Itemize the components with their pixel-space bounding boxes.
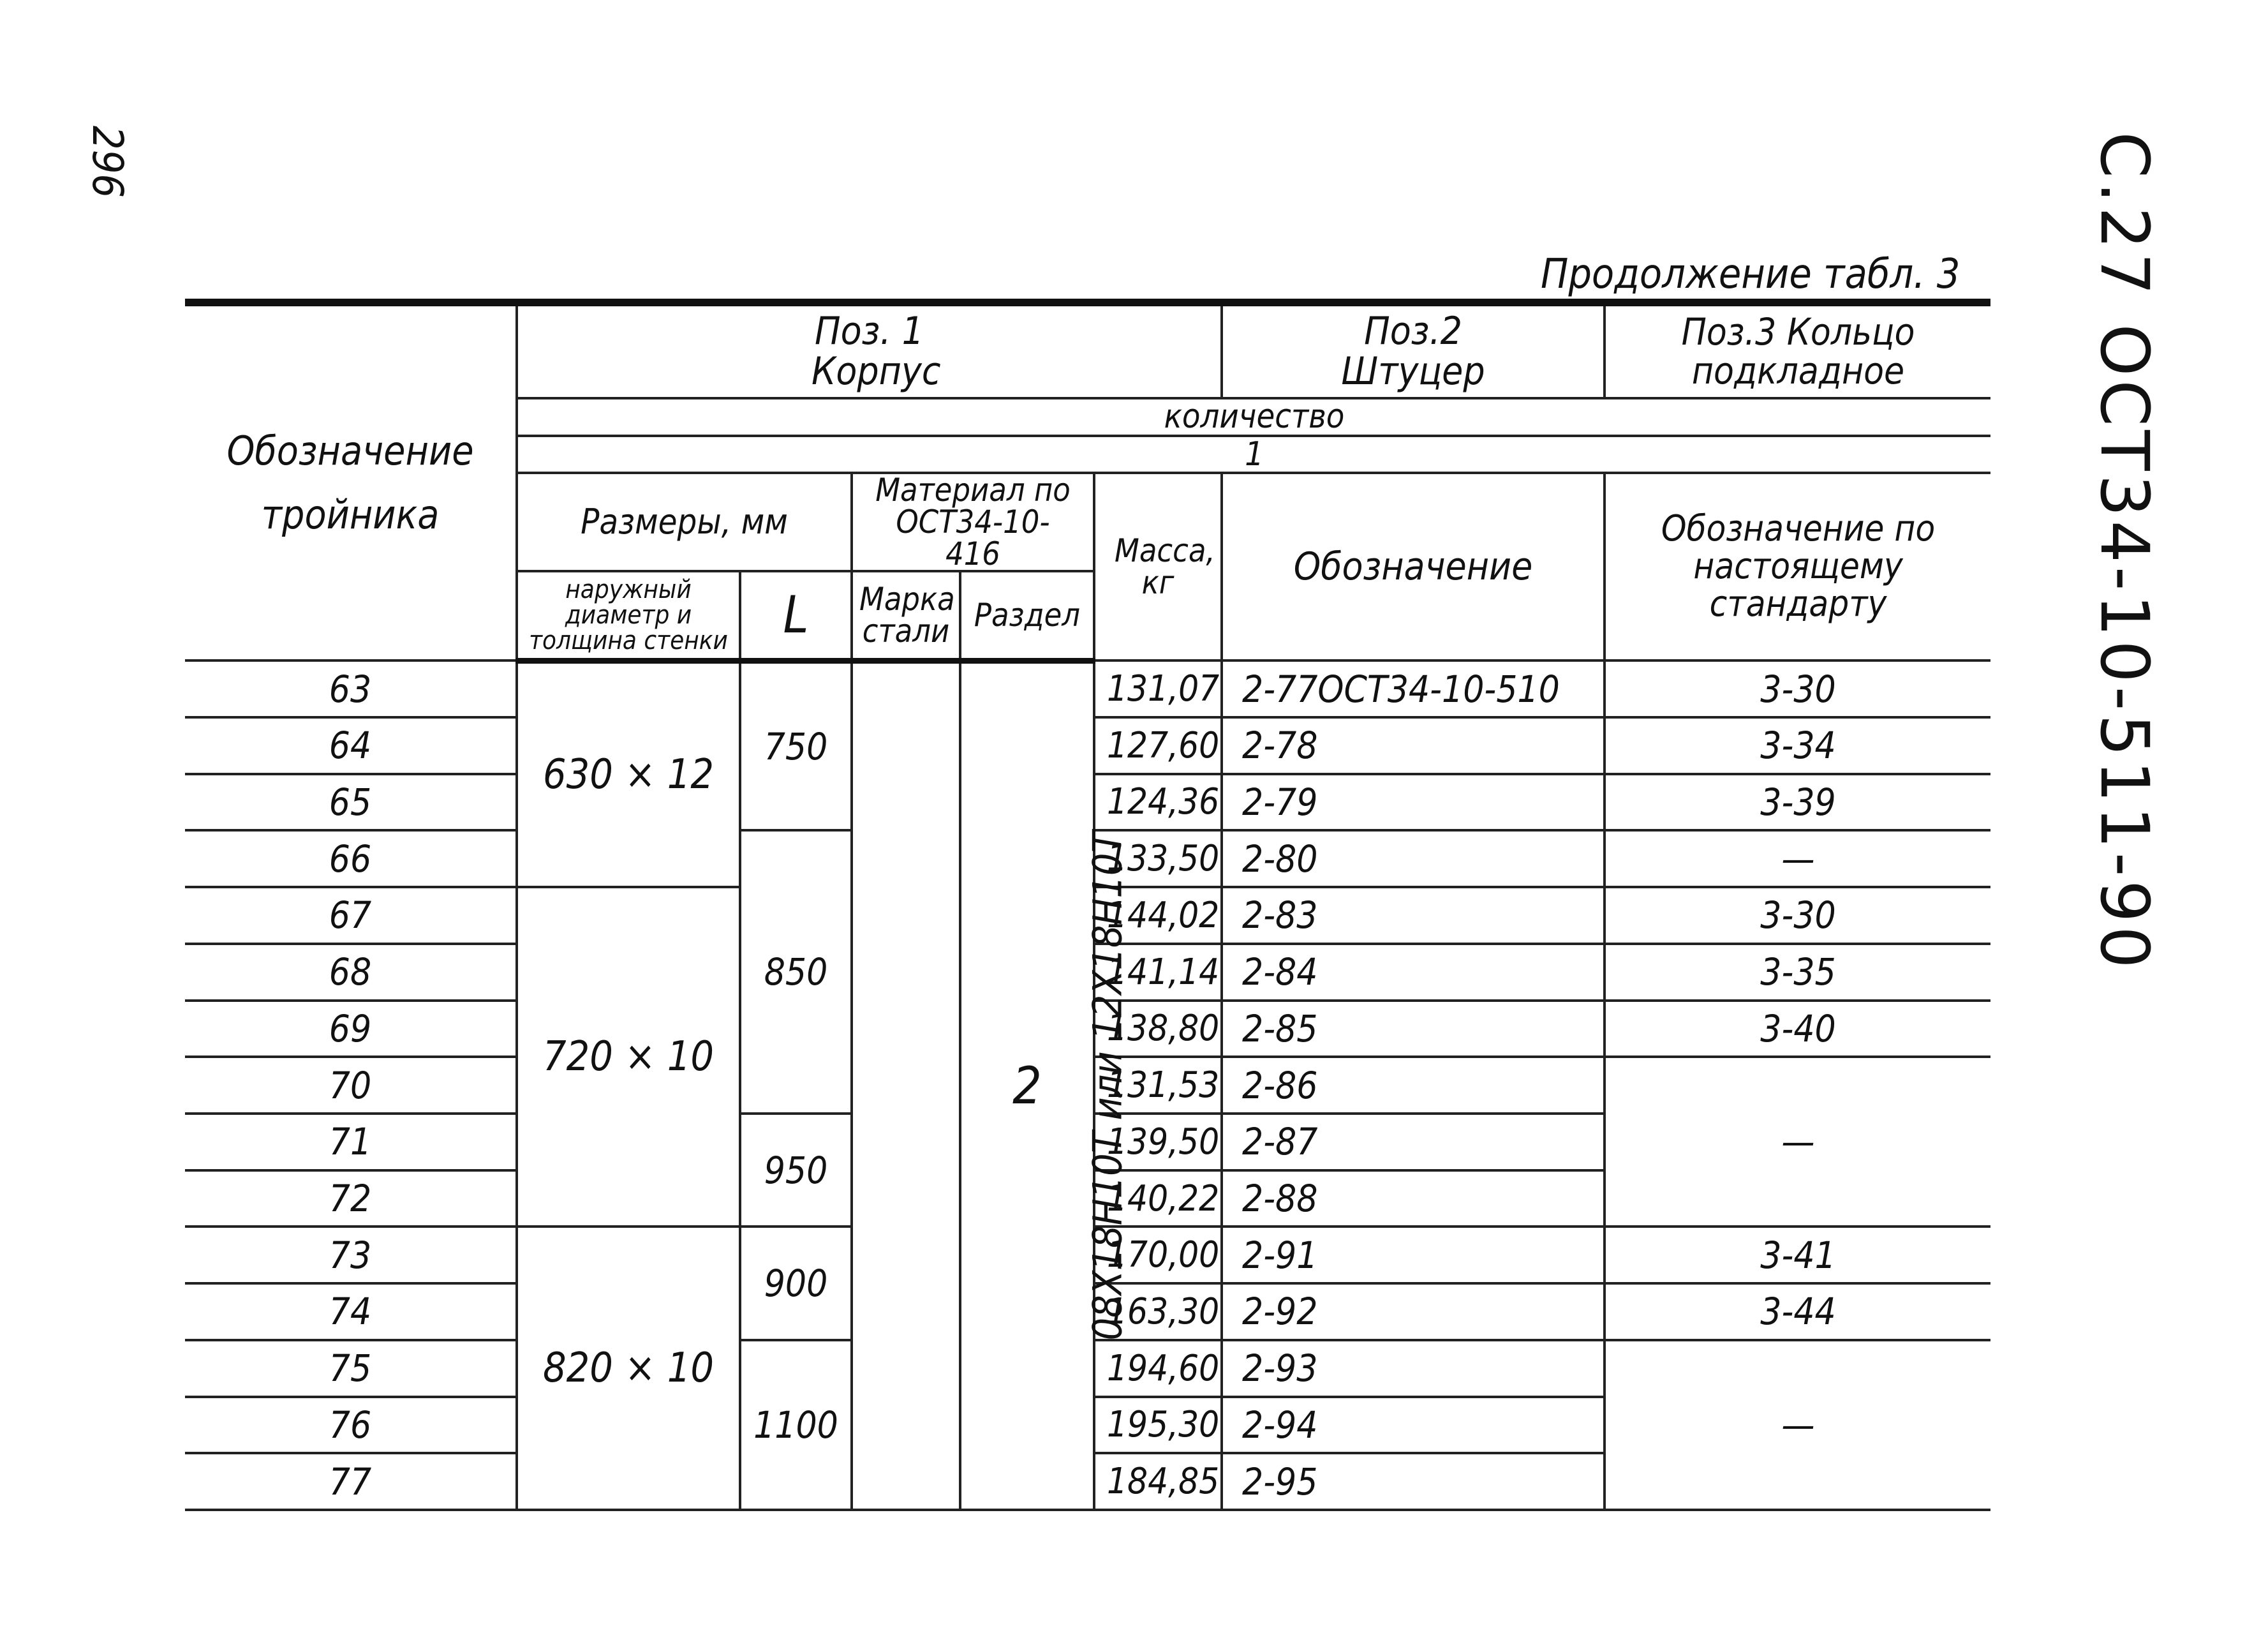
row-ring: 3-30 [1605, 887, 1990, 944]
header-section: Раздел [960, 571, 1094, 660]
row-mass: 127,60 [1094, 717, 1222, 774]
row-ring: 3-44 [1605, 1283, 1990, 1340]
header-pos3: Поз.3 Кольцо подкладное [1605, 302, 1990, 398]
row-fitting: 2-78 [1222, 717, 1605, 774]
header-material: Материал по ОСТ34-10-416 [852, 473, 1094, 571]
header-steel-grade: Марка стали [852, 571, 960, 660]
row-mass: 184,85 [1094, 1453, 1222, 1510]
row-fitting: 2-77ОСТ34-10-510 [1222, 660, 1605, 717]
row-mass: 124,36 [1094, 774, 1222, 831]
row-id: 70 [185, 1057, 517, 1114]
row-id: 66 [185, 830, 517, 887]
row-fitting: 2-94 [1222, 1397, 1605, 1454]
row-id: 63 [185, 660, 517, 717]
row-id: 77 [185, 1453, 517, 1510]
row-id: 76 [185, 1397, 517, 1454]
row-ring: 3-34 [1605, 717, 1990, 774]
row-ring-dash: — [1605, 830, 1990, 887]
header-sizes: Размеры, мм [517, 473, 852, 571]
length-1100: 1100 [740, 1340, 852, 1510]
row-fitting: 2-84 [1222, 944, 1605, 1001]
length-900: 900 [740, 1227, 852, 1339]
row-fitting: 2-88 [1222, 1170, 1605, 1227]
header-mass: Масса, кг [1094, 473, 1222, 660]
row-id: 65 [185, 774, 517, 831]
row-mass: 170,00 [1094, 1227, 1222, 1283]
row-ring: 3-39 [1605, 774, 1990, 831]
row-mass: 141,14 [1094, 944, 1222, 1001]
header-quantity-value: 1 [517, 436, 1990, 474]
standard-code [2086, 131, 2163, 973]
length-850: 850 [740, 830, 852, 1114]
row-fitting: 2-92 [1222, 1283, 1605, 1340]
row-mass: 138,80 [1094, 1001, 1222, 1057]
row-fitting: 2-83 [1222, 887, 1605, 944]
size-820x10: 820 × 10 [517, 1227, 740, 1510]
row-id: 73 [185, 1227, 517, 1283]
length-950: 950 [740, 1114, 852, 1227]
ring-dash-70-72: — [1605, 1057, 1990, 1227]
row-mass: 194,60 [1094, 1340, 1222, 1397]
row-fitting: 2-85 [1222, 1001, 1605, 1057]
row-fitting: 2-93 [1222, 1340, 1605, 1397]
row-id: 71 [185, 1114, 517, 1170]
header-length: L [740, 571, 852, 660]
header-fitting-designation: Обозначение [1222, 473, 1605, 660]
table-header [185, 302, 1990, 660]
row-ring: 3-40 [1605, 1001, 1990, 1057]
row-ring: 3-30 [1605, 660, 1990, 717]
length-750: 750 [740, 660, 852, 830]
header-pos2: Поз.2 Штуцер [1222, 302, 1605, 398]
row-id: 64 [185, 717, 517, 774]
steel-grade [852, 660, 1131, 1510]
row-mass: 140,22 [1094, 1170, 1222, 1227]
fittings-table [185, 299, 1990, 1511]
standard-code-text: С.27 ОСТ34-10-511-90 [2086, 131, 2163, 973]
section-value: 2 [960, 660, 1094, 1510]
row-mass: 144,02 [1094, 887, 1222, 944]
row-id: 75 [185, 1340, 517, 1397]
row-fitting: 2-87 [1222, 1114, 1605, 1170]
header-outer-diameter: наружный диаметр и толщина стенки [517, 571, 740, 660]
row-mass: 139,50 [1094, 1114, 1222, 1170]
size-720x10: 720 × 10 [517, 887, 740, 1227]
row-mass: 131,07 [1094, 660, 1222, 717]
ring-dash-75-77: — [1605, 1340, 1990, 1510]
header-ring-designation: Обозначение по настоящему стандарту [1605, 473, 1990, 660]
row-id: 72 [185, 1170, 517, 1227]
row-fitting: 2-95 [1222, 1453, 1605, 1510]
row-mass: 163,30 [1094, 1283, 1222, 1340]
row-fitting: 2-79 [1222, 774, 1605, 831]
row-ring: 3-35 [1605, 944, 1990, 1001]
table-row [185, 660, 1990, 717]
header-tee-designation: Обозначение тройника [185, 302, 517, 660]
table-body [185, 660, 1990, 1510]
row-mass: 195,30 [1094, 1397, 1222, 1454]
row-id: 67 [185, 887, 517, 944]
row-fitting: 2-80 [1222, 830, 1605, 887]
size-630x12: 630 × 12 [517, 660, 740, 887]
page-number: 296 [83, 125, 133, 198]
row-id: 74 [185, 1283, 517, 1340]
row-mass: 131,53 [1094, 1057, 1222, 1114]
row-id: 69 [185, 1001, 517, 1057]
row-mass: 133,50 [1094, 830, 1222, 887]
row-ring: 3-41 [1605, 1227, 1990, 1283]
header-pos1: Поз. 1 Корпус [517, 302, 1222, 398]
row-id: 68 [185, 944, 517, 1001]
steel-grade-text: 08Х18Н10Т или 12Х18Н10Т [1084, 831, 1131, 1341]
header-quantity: количество [517, 398, 1990, 436]
row-fitting: 2-91 [1222, 1227, 1605, 1283]
row-fitting: 2-86 [1222, 1057, 1605, 1114]
table-caption: Продолжение табл. 3 [1541, 251, 1960, 298]
